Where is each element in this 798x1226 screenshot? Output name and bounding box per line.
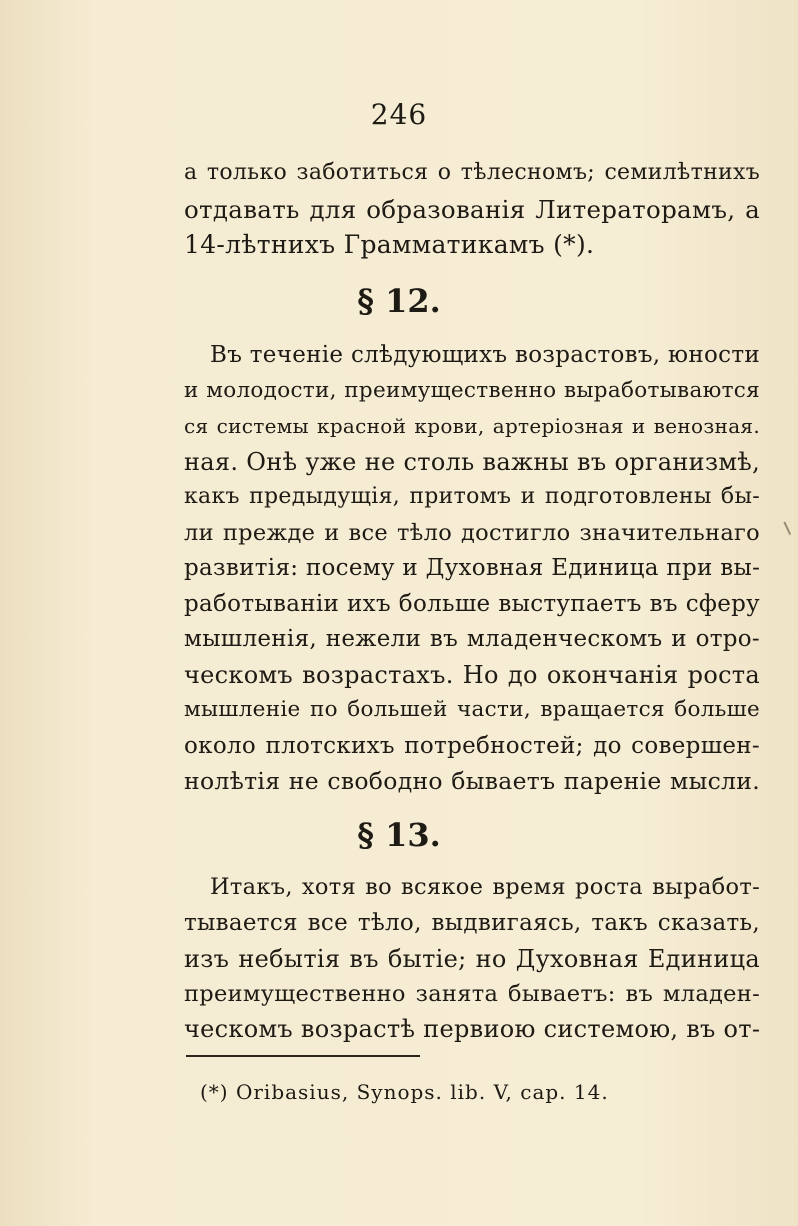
text-line: Въ теченіе слѣдующихъ возрастовъ, юности bbox=[210, 342, 760, 368]
text-line: какъ предыдущія, притомъ и подготовлены бы- bbox=[184, 484, 760, 509]
text-line: ся системы красной крови, артеріозная и венозная. bbox=[184, 414, 760, 438]
text-line: ческомъ возрастѣ первиою системою, въ от- bbox=[184, 1015, 761, 1043]
text-line: а только заботиться о тѣлесномъ; семилѣтнихъ bbox=[184, 160, 760, 185]
paper-mark bbox=[783, 519, 796, 535]
footnote-rule bbox=[186, 1055, 420, 1057]
page-number: 246 bbox=[370, 98, 428, 131]
text-line: работываніи ихъ больше выступаетъ въ сферу bbox=[184, 591, 760, 617]
text-line: нолѣтія не свободно бываетъ пареніе мысли. bbox=[184, 767, 760, 795]
text-line: мышленіе по большей части, вращается больше bbox=[184, 697, 760, 722]
text-line: развитія: посему и Духовная Единица при вы- bbox=[184, 555, 761, 581]
section-heading-12: § 12. bbox=[357, 282, 441, 320]
text-line: тывается все тѣло, выдвигаясь, такъ сказать, bbox=[184, 910, 760, 936]
text-line: и молодости, преимущественно выработываются bbox=[184, 378, 760, 403]
text-line: ли прежде и все тѣло достигло значительнаго bbox=[184, 520, 760, 546]
footnote: (*) Oribasius, Synops. lib. V, cap. 14. bbox=[200, 1080, 609, 1104]
text-line: отдавать для образованія Литераторамъ, а bbox=[184, 195, 760, 224]
text-line: около плотскихъ потребностей; до совершен- bbox=[184, 733, 760, 759]
text-line: мышленія, нежели въ младенческомъ и отро- bbox=[184, 626, 760, 652]
text-line: 14-лѣтнихъ Грамматикамъ (*). bbox=[184, 230, 595, 259]
section-heading-13: § 13. bbox=[357, 816, 441, 854]
text-line: Итакъ, хотя во всякое время роста выработ- bbox=[210, 874, 760, 900]
text-line: изъ небытія въ бытіе; но Духовная Единица bbox=[184, 945, 760, 973]
text-line: преимущественно занята бываетъ: въ младен- bbox=[184, 981, 760, 1007]
text-line: ческомъ возрастахъ. Но до окончанія роста bbox=[184, 661, 760, 689]
text-line: ная. Онѣ уже не столь важны въ организмѣ, bbox=[184, 448, 760, 476]
